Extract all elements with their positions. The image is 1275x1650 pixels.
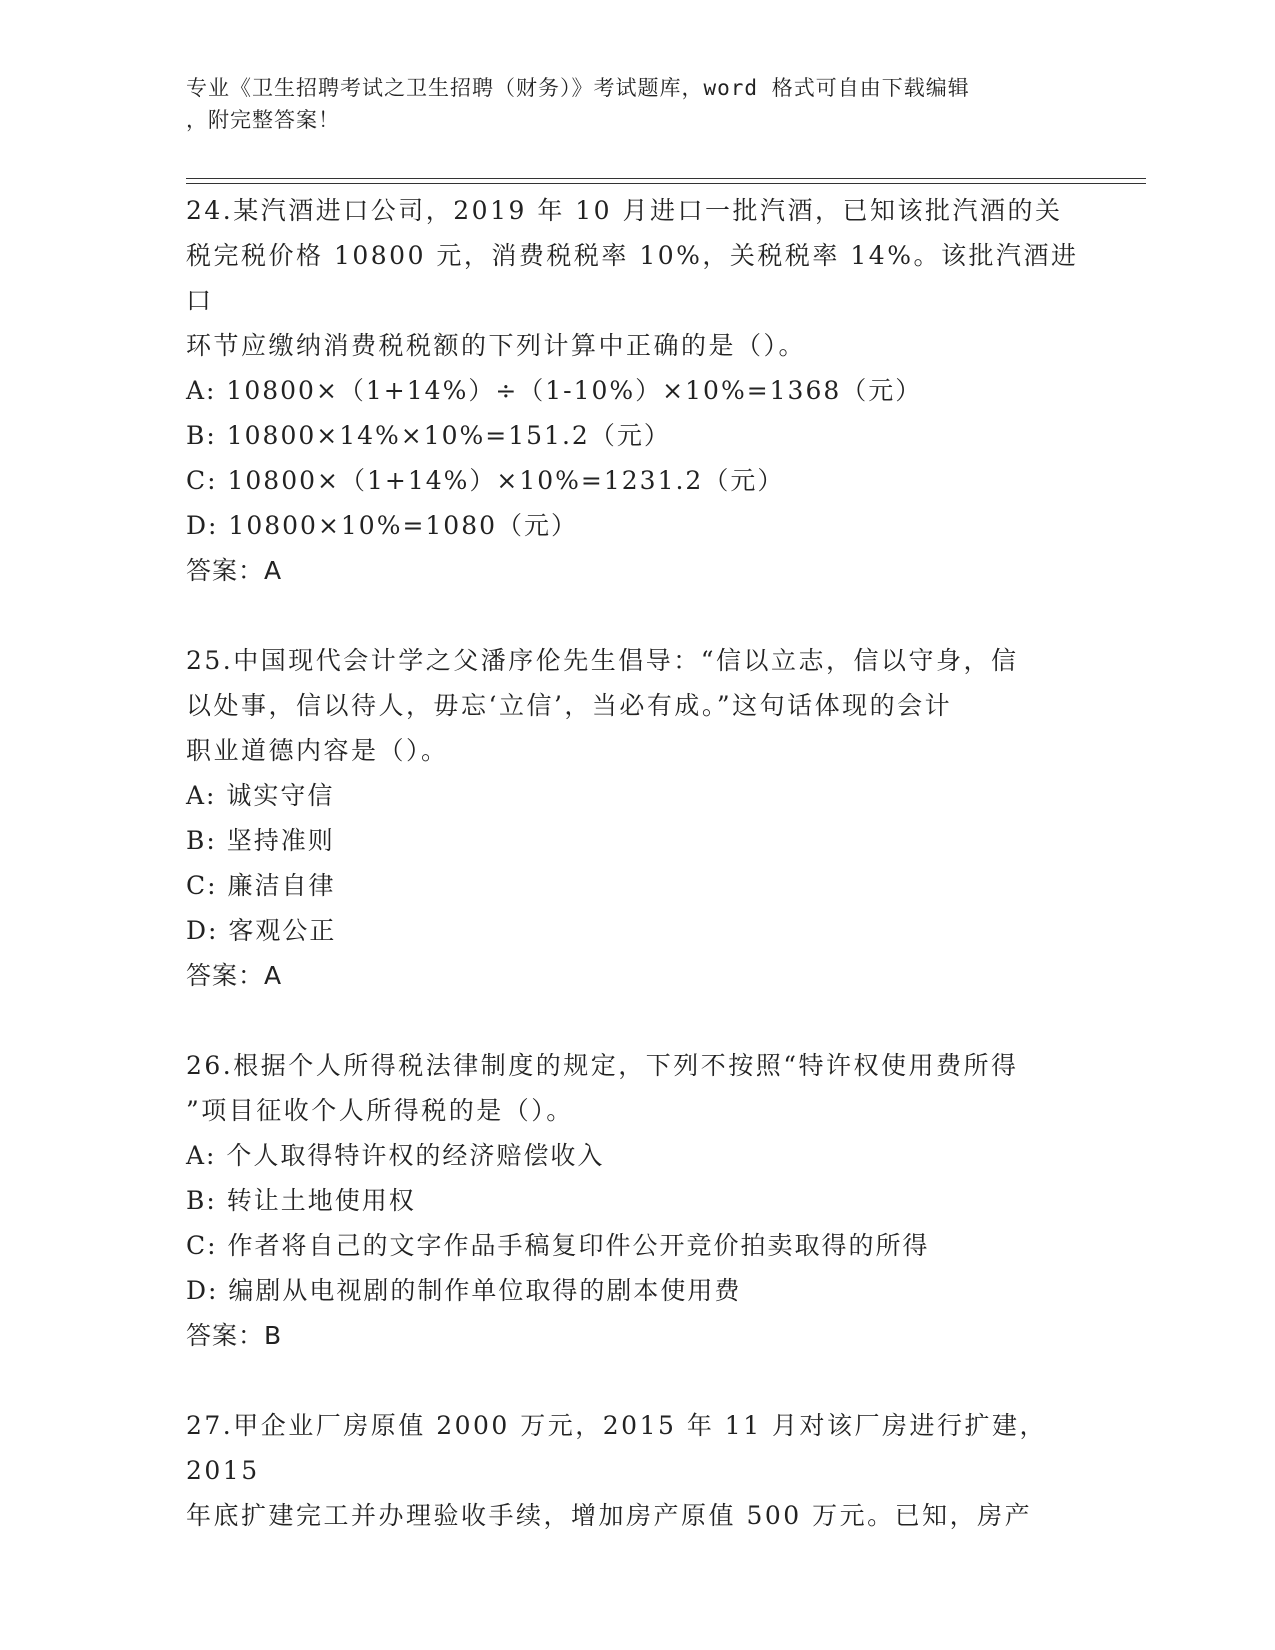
- option-c: C: 廉洁自律: [186, 871, 336, 900]
- question-list: [186, 188, 1086, 1538]
- question-stem-line: 以处事，信以待人，毋忘‘立信’，当必有成。”这句话体现的会计: [186, 691, 953, 720]
- question-stem-line: 27.甲企业厂房原值 2000 万元，2015 年 11 月对该厂房进行扩建，2015: [186, 1411, 1048, 1485]
- question-spacer: [186, 998, 1086, 1043]
- answer: 答案：B: [186, 1321, 283, 1350]
- question-stem-line: 税完税价格 10800 元，消费税税率 10%，关税税率 14%。该批汽酒进口: [186, 241, 1079, 315]
- header-divider-top: [186, 178, 1146, 179]
- option-c: C: 作者将自己的文字作品手稿复印件公开竞价拍卖取得的所得: [186, 1231, 930, 1260]
- question-stem-line: 年底扩建完工并办理验收手续，增加房产原值 500 万元。已知，房产: [186, 1501, 1033, 1530]
- question-spacer: [186, 593, 1086, 638]
- question-stem-line: 环节应缴纳消费税税额的下列计算中正确的是（）。: [186, 331, 807, 360]
- question-stem-line: 24.某汽酒进口公司，2019 年 10 月进口一批汽酒，已知该批汽酒的关: [186, 196, 1063, 225]
- option-b: B: 10800×14%×10%=151.2（元）: [186, 421, 671, 450]
- question-24: [186, 188, 1086, 593]
- header-line-1: 专业《卫生招聘考试之卫生招聘（财务）》考试题库，word 格式可自由下载编辑: [186, 76, 970, 100]
- question-spacer: [186, 1358, 1086, 1403]
- option-c: C: 10800×（1+14%）×10%=1231.2（元）: [186, 466, 785, 495]
- question-26: [186, 1043, 1086, 1358]
- question-stem-line: 26.根据个人所得税法律制度的规定，下列不按照“特许权使用费所得: [186, 1051, 1019, 1080]
- answer: 答案：A: [186, 556, 283, 585]
- header-line-2: ，附完整答案！: [186, 108, 340, 132]
- option-a: A: 诚实守信: [186, 781, 335, 810]
- option-b: B: 转让土地使用权: [186, 1186, 416, 1215]
- header-divider-bottom: [186, 183, 1146, 184]
- option-d: D: 客观公正: [186, 916, 337, 945]
- option-d: D: 10800×10%=1080（元）: [186, 511, 579, 540]
- option-a: A: 10800×（1+14%）÷（1-10%）×10%=1368（元）: [186, 376, 923, 405]
- option-d: D: 编剧从电视剧的制作单位取得的剧本使用费: [186, 1276, 742, 1305]
- option-b: B: 坚持准则: [186, 826, 335, 855]
- question-25: [186, 638, 1086, 998]
- answer: 答案：A: [186, 961, 283, 990]
- document-header: [186, 72, 1086, 136]
- question-27: [186, 1403, 1086, 1538]
- question-stem-line: 25.中国现代会计学之父潘序伦先生倡导：“信以立志，信以守身，信: [186, 646, 1019, 675]
- option-a: A: 个人取得特许权的经济赔偿收入: [186, 1141, 605, 1170]
- question-stem-line: 职业道德内容是（）。: [186, 736, 449, 765]
- question-stem-line: ”项目征收个人所得税的是（）。: [186, 1096, 574, 1125]
